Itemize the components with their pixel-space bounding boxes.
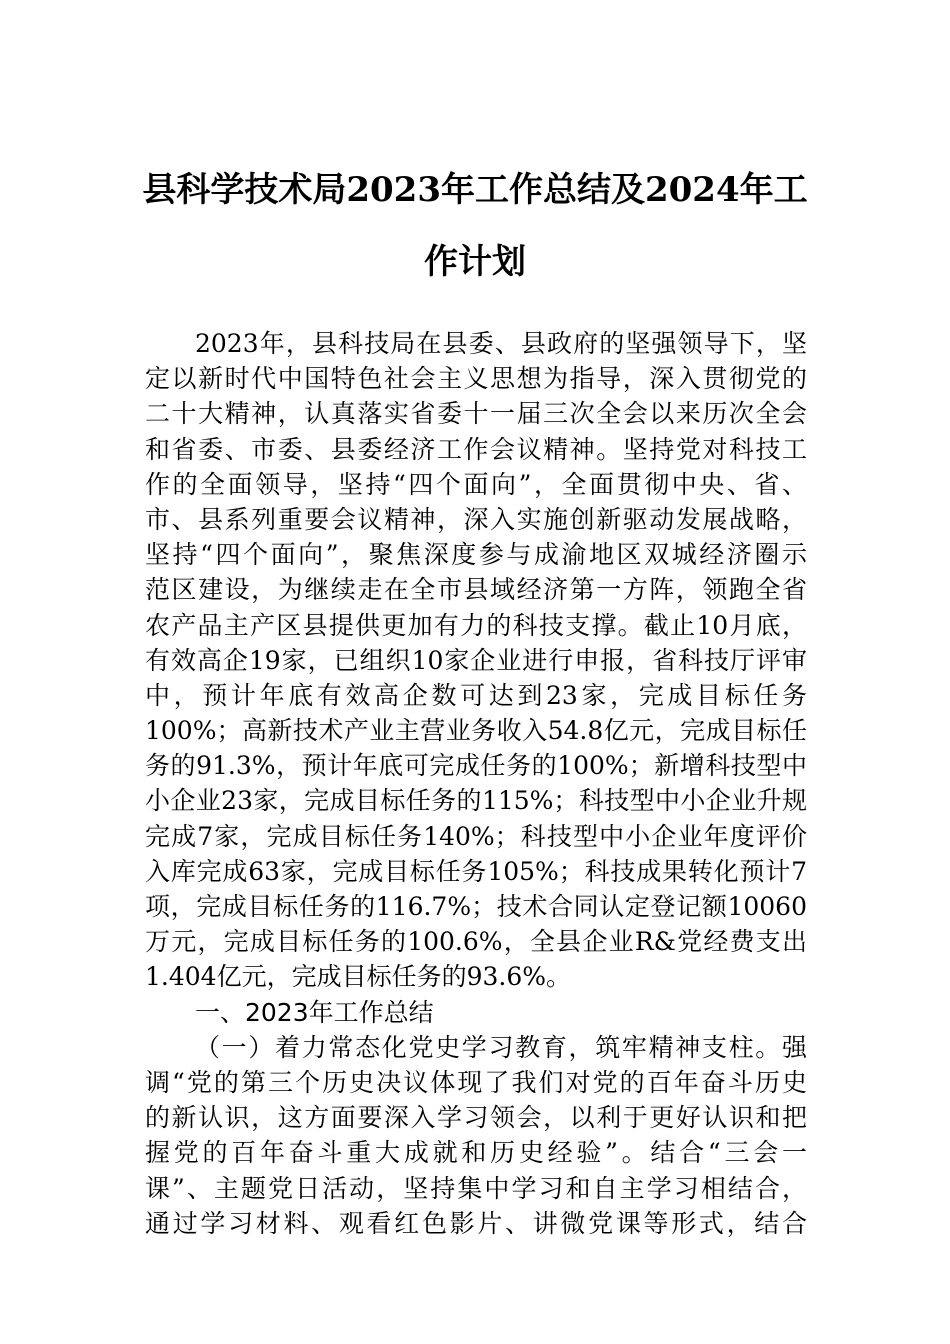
paragraph-section-1-line: 握党的百年奋斗重大成就和历史经验”。结合“三会一 (145, 1138, 807, 1168)
paragraph-intro-line: 和省委、市委、县委经济工作会议精神。坚持党对科技工 (145, 434, 807, 464)
document-title-line-2: 作计划 (424, 242, 526, 282)
paragraph-intro-line: 二十大精神，认真落实省委十一届三次全会以来历次全会 (145, 399, 807, 429)
paragraph-intro-line: 坚持“四个面向”，聚焦深度参与成渝地区双城经济圈示 (145, 540, 807, 570)
section-heading: 一、2023年工作总结 (195, 997, 434, 1027)
paragraph-section-1-line: 通过学习材料、观看红色影片、讲微党课等形式，结合 (145, 1208, 807, 1238)
paragraph-intro-line: 1.404亿元，完成目标任务的93.6%。 (145, 962, 571, 992)
paragraph-intro-line: 小企业23家，完成目标任务的115%；科技型中小企业升规 (145, 786, 807, 816)
paragraph-intro-line: 中，预计年底有效高企数可达到23家，完成目标任务 (145, 680, 807, 710)
paragraph-intro-line: 完成7家，完成目标任务140%；科技型中小企业年度评价 (145, 821, 807, 851)
paragraph-intro-line: 作的全面领导，坚持“四个面向”，全面贯彻中央、省、 (145, 469, 807, 499)
paragraph-section-1-line: 调“党的第三个历史决议体现了我们对党的百年奋斗历史 (145, 1067, 807, 1097)
paragraph-intro-line: 务的91.3%，预计年底可完成任务的100%；新增科技型中 (145, 751, 807, 781)
document-body (145, 326, 807, 1241)
paragraph-intro-line: 定以新时代中国特色社会主义思想为指导，深入贯彻党的 (145, 364, 807, 394)
document-title-line-1: 县科学技术局2023年工作总结及2024年工 (142, 170, 808, 210)
paragraph-intro-line: 有效高企19家，已组织10家企业进行申报，省科技厅评审 (145, 645, 807, 675)
paragraph-intro-line: 万元，完成目标任务的100.6%，全县企业R&党经费支出 (145, 927, 807, 957)
paragraph-section-1-line: （一）着力常态化党史学习教育，筑牢精神支柱。强 (195, 1032, 807, 1062)
paragraph-intro-line: 市、县系列重要会议精神，深入实施创新驱动发展战略， (145, 504, 807, 534)
paragraph-intro-line: 入库完成63家，完成目标任务105%；科技成果转化预计7 (145, 856, 807, 886)
paragraph-intro-line: 范区建设，为继续走在全市县域经济第一方阵，领跑全省 (145, 575, 807, 605)
paragraph-intro-line: 100%；高新技术产业主营业务收入54.8亿元，完成目标任 (145, 716, 807, 746)
paragraph-intro-line: 项，完成目标任务的116.7%；技术合同认定登记额10060 (145, 892, 807, 921)
paragraph-intro-line: 2023年，县科技局在县委、县政府的坚强领导下，坚 (195, 329, 807, 358)
paragraph-section-1-line: 的新认识，这方面要深入学习领会，以利于更好认识和把 (145, 1103, 807, 1133)
paragraph-intro-line: 农产品主产区县提供更加有力的科技支撑。截止10月底， (145, 610, 807, 640)
paragraph-section-1-line: 课”、主题党日活动，坚持集中学习和自主学习相结合， (145, 1173, 807, 1203)
